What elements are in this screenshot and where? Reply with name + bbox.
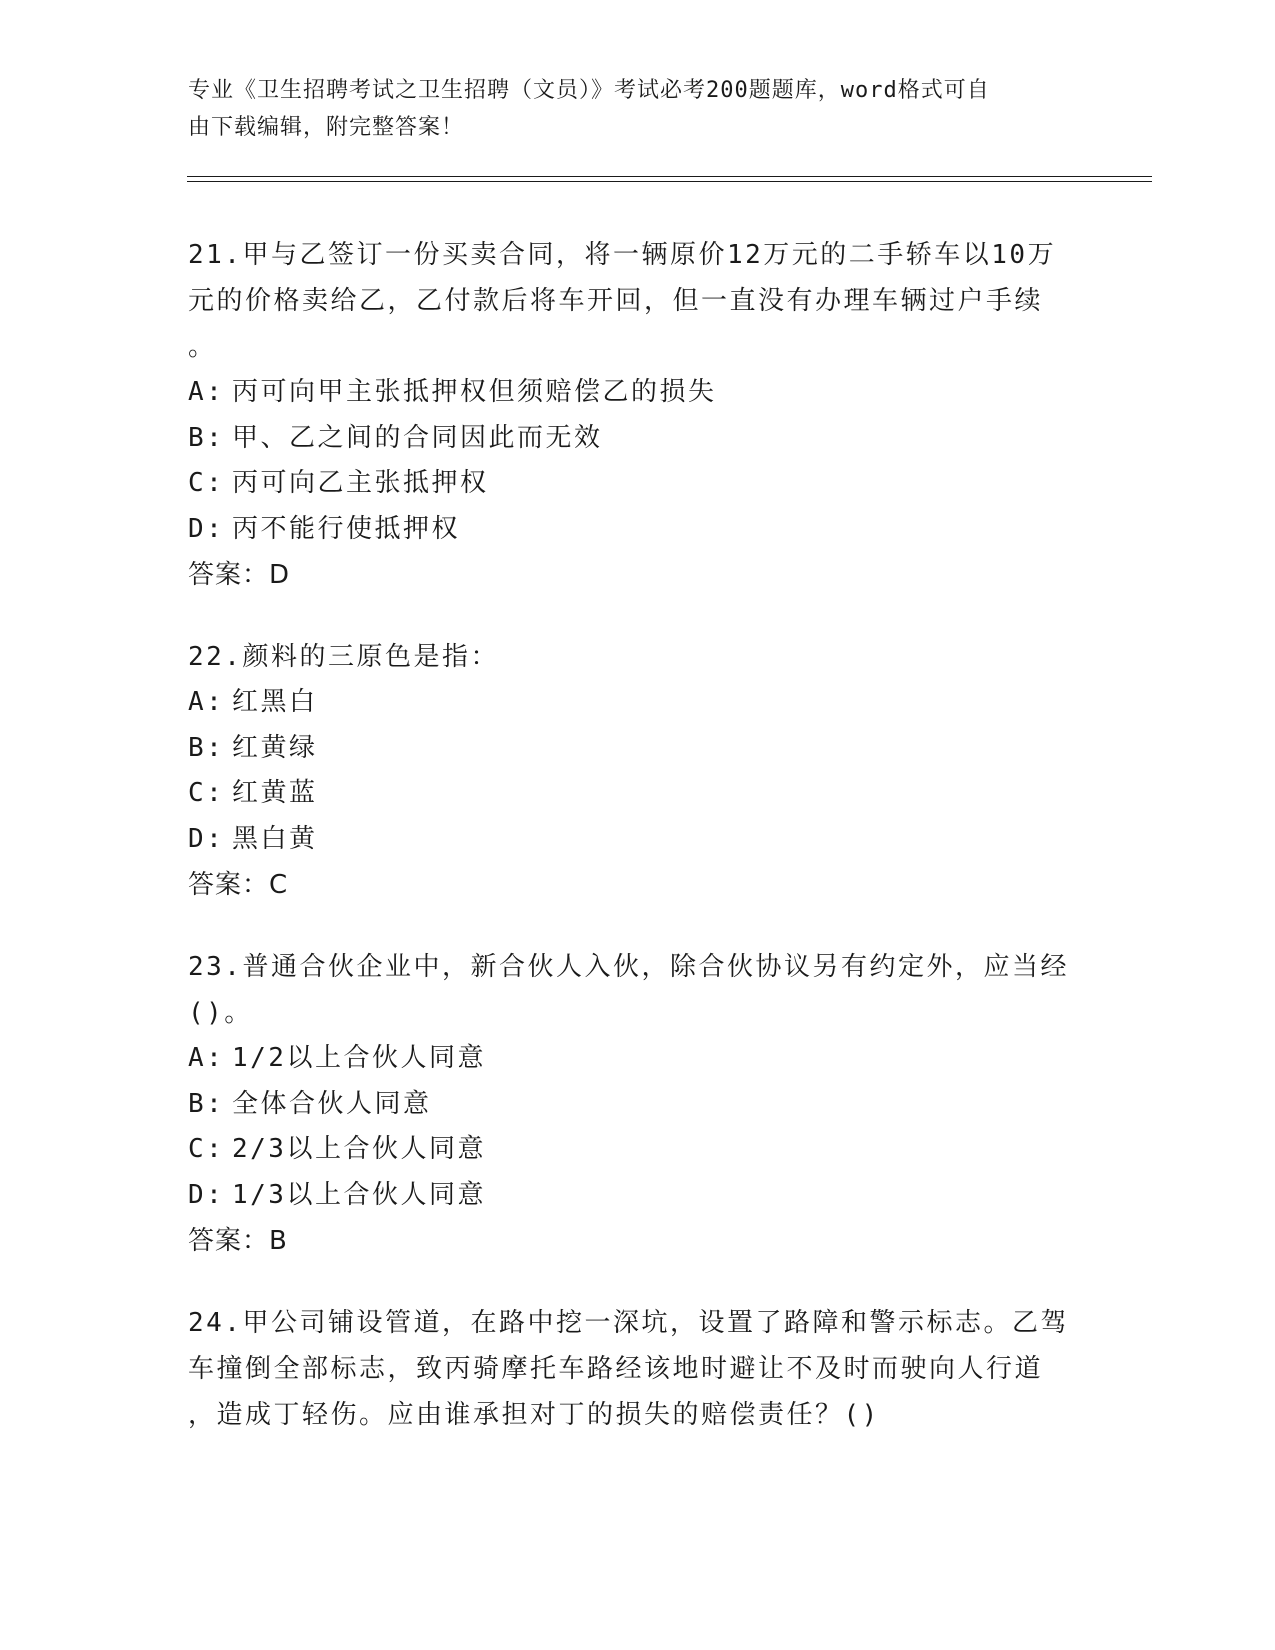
option-a — [188, 370, 1088, 416]
option-letter: D: — [188, 513, 225, 544]
answer-line: 答案：D — [188, 560, 291, 590]
question-stem-line: ，造成丁轻伤。应由谁承担对丁的损失的赔偿责任？() — [188, 1400, 880, 1430]
option-letter: A: — [188, 377, 225, 407]
option-d — [188, 507, 1088, 553]
option-text: 红黄蓝 — [232, 778, 318, 808]
option-text: 丙可向乙主张抵押权 — [232, 468, 489, 498]
question-stem-line: 元的价格卖给乙，乙付款后将车开回，但一直没有办理车辆过户手续 — [188, 286, 1044, 316]
option-text: 全体合伙人同意 — [232, 1088, 432, 1119]
question-stem-line: 。 — [188, 332, 217, 362]
option-text: 红黄绿 — [232, 732, 318, 763]
question-24 — [188, 1300, 1088, 1438]
option-d — [188, 817, 1088, 863]
header-line-1: 专业《卫生招聘考试之卫生招聘（文员）》考试必考200题题库，word格式可自 — [188, 78, 990, 103]
option-a — [188, 1036, 1088, 1082]
option-letter: D: — [188, 823, 225, 854]
option-text: 2/3以上合伙人同意 — [232, 1134, 486, 1164]
option-letter: D: — [188, 1179, 225, 1210]
option-letter: C: — [188, 1134, 225, 1164]
option-c — [188, 1127, 1088, 1173]
question-stem-line: 23.普通合伙企业中，新合伙人入伙，除合伙协议另有约定外，应当经 — [188, 952, 1069, 982]
option-text: 1/2以上合伙人同意 — [232, 1043, 486, 1073]
option-d — [188, 1173, 1088, 1219]
option-text: 红黑白 — [232, 687, 318, 717]
header-divider-top — [187, 176, 1152, 177]
question-stem-line: 22.颜料的三原色是指： — [188, 642, 499, 672]
option-letter: A: — [188, 1043, 225, 1073]
option-letter: A: — [188, 687, 225, 717]
question-list — [188, 232, 1088, 1474]
option-b — [188, 726, 1088, 772]
option-text: 1/3以上合伙人同意 — [232, 1179, 486, 1210]
option-letter: B: — [188, 1088, 225, 1119]
option-a — [188, 680, 1088, 726]
answer-line: 答案：B — [188, 1226, 288, 1256]
header-line-2: 由下载编辑，附完整答案！ — [188, 115, 465, 140]
question-stem-line: ()。 — [188, 998, 253, 1028]
option-text: 丙不能行使抵押权 — [232, 513, 461, 544]
answer-line: 答案：C — [188, 870, 289, 900]
option-letter: C: — [188, 468, 225, 498]
question-22 — [188, 634, 1088, 908]
option-letter: B: — [188, 732, 225, 763]
question-stem-line: 车撞倒全部标志，致丙骑摩托车路经该地时避让不及时而驶向人行道 — [188, 1354, 1044, 1384]
document-header — [188, 72, 1068, 146]
option-b — [188, 416, 1088, 462]
option-c — [188, 771, 1088, 817]
question-stem-line: 21.甲与乙签订一份买卖合同，将一辆原价12万元的二手轿车以10万 — [188, 240, 1057, 270]
question-21 — [188, 232, 1088, 598]
option-letter: C: — [188, 778, 225, 808]
question-stem-line: 24.甲公司铺设管道，在路中挖一深坑，设置了路障和警示标志。乙驾 — [188, 1308, 1069, 1338]
question-23 — [188, 944, 1088, 1264]
option-b — [188, 1082, 1088, 1128]
option-text: 黑白黄 — [232, 823, 318, 854]
option-letter: B: — [188, 422, 225, 453]
header-divider-bottom — [187, 181, 1152, 182]
option-text: 丙可向甲主张抵押权但须赔偿乙的损失 — [232, 377, 717, 407]
option-text: 甲、乙之间的合同因此而无效 — [232, 422, 603, 453]
option-c — [188, 461, 1088, 507]
